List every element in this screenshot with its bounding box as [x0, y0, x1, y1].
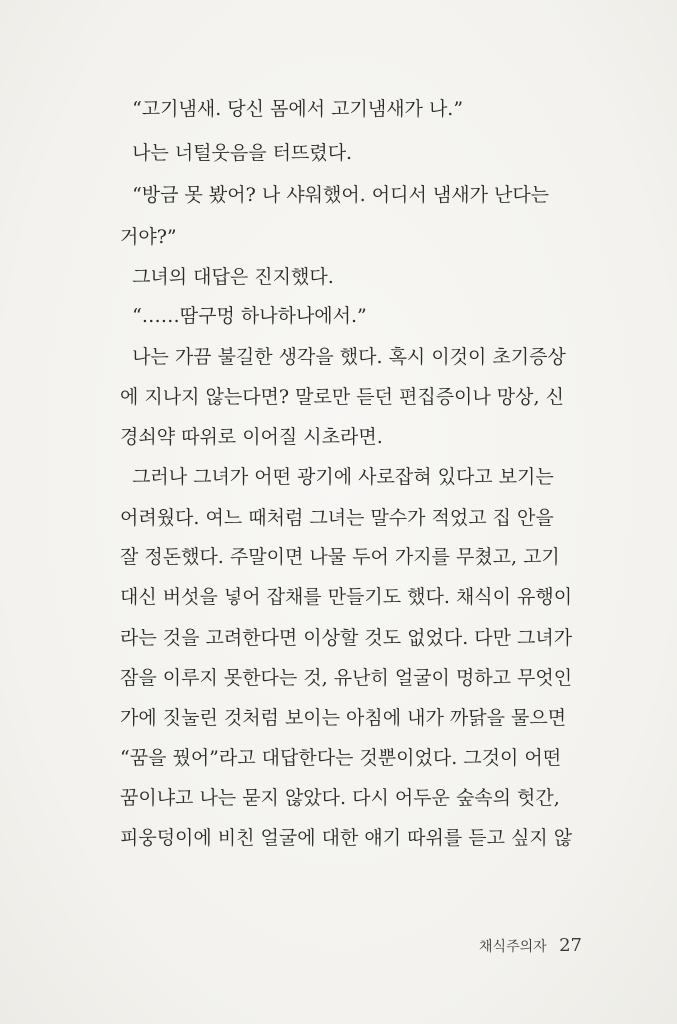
text-line-8: 에 지나지 않는다면? 말로만 듣던 편집증이나 망상, 신: [120, 386, 564, 408]
text-line-13: 대신 버섯을 넣어 잡채를 만들기도 했다. 채식이 유행이: [120, 586, 573, 608]
text-line-4: 거야?”: [120, 226, 177, 248]
text-line-5: 그녀의 대답은 진지했다.: [120, 266, 334, 288]
text-line-15: 잠을 이루지 못한다는 것, 유난히 얼굴이 멍하고 무엇인: [120, 667, 573, 689]
text-line-9: 경쇠약 따위로 이어질 시초라면.: [120, 426, 383, 448]
running-title: 채식주의자: [479, 939, 547, 955]
text-line-17: “꿈을 꿨어”라고 대답한다는 것뿐이었다. 그것이 어떤: [120, 747, 562, 769]
text-line-11: 어려웠다. 여느 때처럼 그녀는 말수가 적었고 집 안을: [120, 507, 554, 529]
text-line-14: 라는 것을 고려한다면 이상할 것도 없었다. 다만 그녀가: [120, 627, 573, 649]
text-line-6: “……땀구멍 하나하나에서.”: [120, 305, 367, 327]
text-line-19: 피웅덩이에 비친 얼굴에 대한 얘기 따위를 듣고 싶지 않: [120, 827, 573, 849]
text-line-2: 나는 너털웃음을 터뜨렸다.: [120, 142, 353, 164]
text-line-18: 꿈이냐고 나는 묻지 않았다. 다시 어두운 숲속의 헛간,: [120, 787, 560, 809]
text-line-1: “고기냄새. 당신 몸에서 고기냄새가 나.”: [120, 98, 464, 120]
text-line-12: 잘 정돈했다. 주말이면 나물 두어 가지를 무쳤고, 고기: [120, 546, 560, 568]
page-footer: [479, 935, 582, 956]
text-line-10: 그러나 그녀가 어떤 광기에 사로잡혀 있다고 보기는: [120, 466, 554, 488]
text-line-3: “방금 못 봤어? 나 샤워했어. 어디서 냄새가 난다는: [120, 184, 550, 206]
text-line-16: 가에 짓눌린 것처럼 보이는 아침에 내가 까닭을 물으면: [120, 707, 567, 729]
page-number: 27: [559, 935, 582, 956]
text-line-7: 나는 가끔 불길한 생각을 했다. 혹시 이것이 초기증상: [120, 346, 566, 368]
